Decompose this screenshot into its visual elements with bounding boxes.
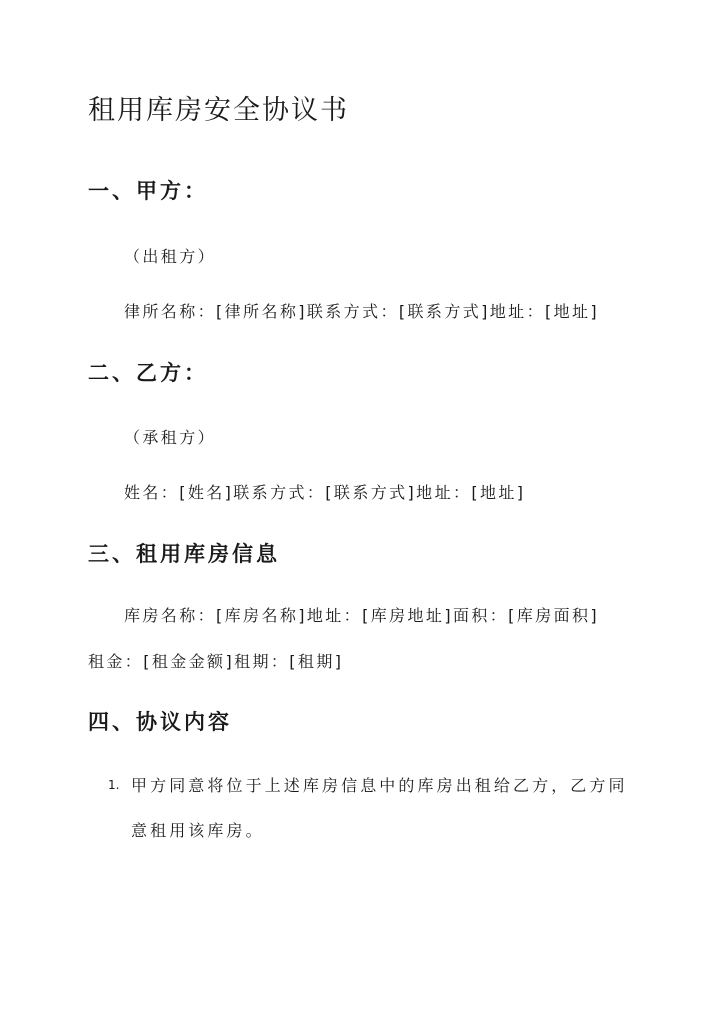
party-a-role: （出租方） — [124, 247, 217, 266]
section-heading-party-a: 一、甲方： — [88, 179, 208, 203]
party-b-details: 姓名：[姓名]联系方式：[联系方式]地址：[地址] — [124, 483, 526, 502]
section-heading-agreement: 四、协议内容 — [88, 710, 232, 734]
party-a-details: 律所名称：[律所名称]联系方式：[联系方式]地址：[地址] — [124, 302, 600, 321]
list-item-text-line-1: 甲方同意将位于上述库房信息中的库房出租给乙方，乙方同 — [131, 776, 628, 795]
warehouse-info-line-2: 租金：[租金金额]租期：[租期] — [88, 652, 344, 671]
warehouse-info-line-1: 库房名称：[库房名称]地址：[库房地址]面积：[库房面积] — [124, 606, 600, 625]
list-item-number: 1. — [108, 778, 120, 792]
section-heading-party-b: 二、乙方： — [88, 361, 208, 385]
section-heading-warehouse-info: 三、租用库房信息 — [88, 542, 280, 566]
party-b-role: （承租方） — [124, 428, 217, 447]
document-title: 租用库房安全协议书 — [88, 95, 349, 126]
list-item-text-line-2: 意租用该库房。 — [131, 821, 265, 840]
